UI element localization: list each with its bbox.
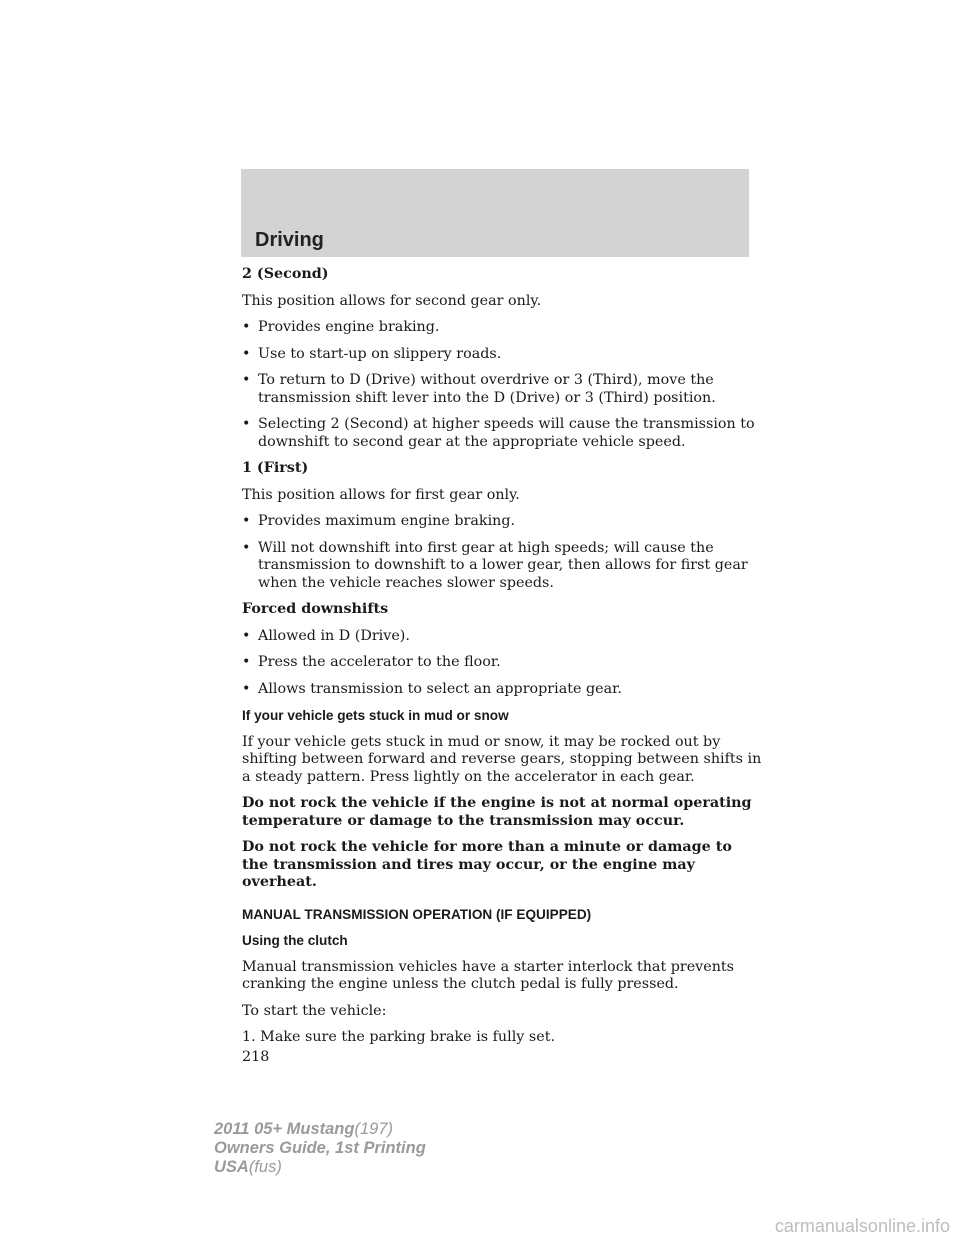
clutch-body: Manual transmission vehicles have a starter interlock that prevents cranking the engine unless the clutch pedal is fully pressed.	[242, 958, 735, 992]
section-header	[241, 169, 749, 257]
section-title: Driving	[255, 229, 324, 251]
start-step-1: 1. Make sure the parking brake is fully set.	[242, 1029, 555, 1045]
list-item: • Allows transmission to select an appropriate gear.	[242, 681, 762, 699]
list-item: • Provides engine braking.	[242, 319, 762, 337]
list-item: • Use to start-up on slippery roads.	[242, 346, 762, 364]
footer-line-2: Owners Guide, 1st Printing	[214, 1139, 426, 1157]
footer-region-code: (fus)	[248, 1158, 282, 1176]
list-item: • Allowed in D (Drive).	[242, 628, 762, 646]
stuck-warning-duration: Do not rock the vehicle for more than a minute or damage to the transmission and tires may occur, or the engine may overheat.	[242, 839, 732, 890]
second-gear-list	[242, 319, 762, 451]
first-gear-heading: 1 (First)	[242, 460, 309, 476]
footer-model: 2011 05+ Mustang	[214, 1120, 355, 1138]
watermark: carmanualsonline.info	[774, 1216, 950, 1236]
print-footer	[214, 1120, 426, 1177]
list-item: • Provides maximum engine braking.	[242, 513, 762, 531]
start-intro: To start the vehicle:	[242, 1002, 387, 1019]
clutch-heading: Using the clutch	[242, 933, 348, 948]
footer-line-3	[214, 1158, 426, 1177]
list-item: • Selecting 2 (Second) at higher speeds will cause the transmission to downshift to second gear at the appropriate vehicle speed.	[242, 416, 762, 451]
list-item: • Will not downshift into first gear at high speeds; will cause the transmission to downshift to a lower gear, then allows for first gear when the vehicle reaches slower speeds.	[242, 540, 762, 593]
first-gear-intro: This position allows for first gear only.	[242, 486, 520, 503]
stuck-warning-temperature: Do not rock the vehicle if the engine is not at normal operating temperature or damage to the transmission may occur.	[242, 795, 752, 829]
footer-model-code: (197)	[354, 1120, 393, 1138]
page-content	[242, 266, 762, 1075]
list-item: • Press the accelerator to the floor.	[242, 654, 762, 672]
stuck-body: If your vehicle gets stuck in mud or snow, it may be rocked out by shifting between forward and reverse gears, stopping between shifts in a steady pattern. Press lightly on the accelerator in each gear.	[242, 733, 762, 785]
forced-downshifts-list	[242, 628, 762, 699]
second-gear-intro: This position allows for second gear only.	[242, 292, 542, 309]
stuck-heading: If your vehicle gets stuck in mud or snow	[242, 708, 509, 723]
footer-region: USA	[214, 1158, 249, 1176]
page-number: 218	[242, 1048, 270, 1065]
footer-line-1	[214, 1120, 426, 1139]
manual-transmission-heading: MANUAL TRANSMISSION OPERATION (IF EQUIPPED)	[242, 906, 592, 922]
first-gear-list	[242, 513, 762, 592]
second-gear-heading: 2 (Second)	[242, 266, 329, 282]
forced-downshifts-heading: Forced downshifts	[242, 601, 389, 617]
list-item: • To return to D (Drive) without overdrive or 3 (Third), move the transmission shift lever into the D (Drive) or 3 (Third) position.	[242, 372, 762, 407]
